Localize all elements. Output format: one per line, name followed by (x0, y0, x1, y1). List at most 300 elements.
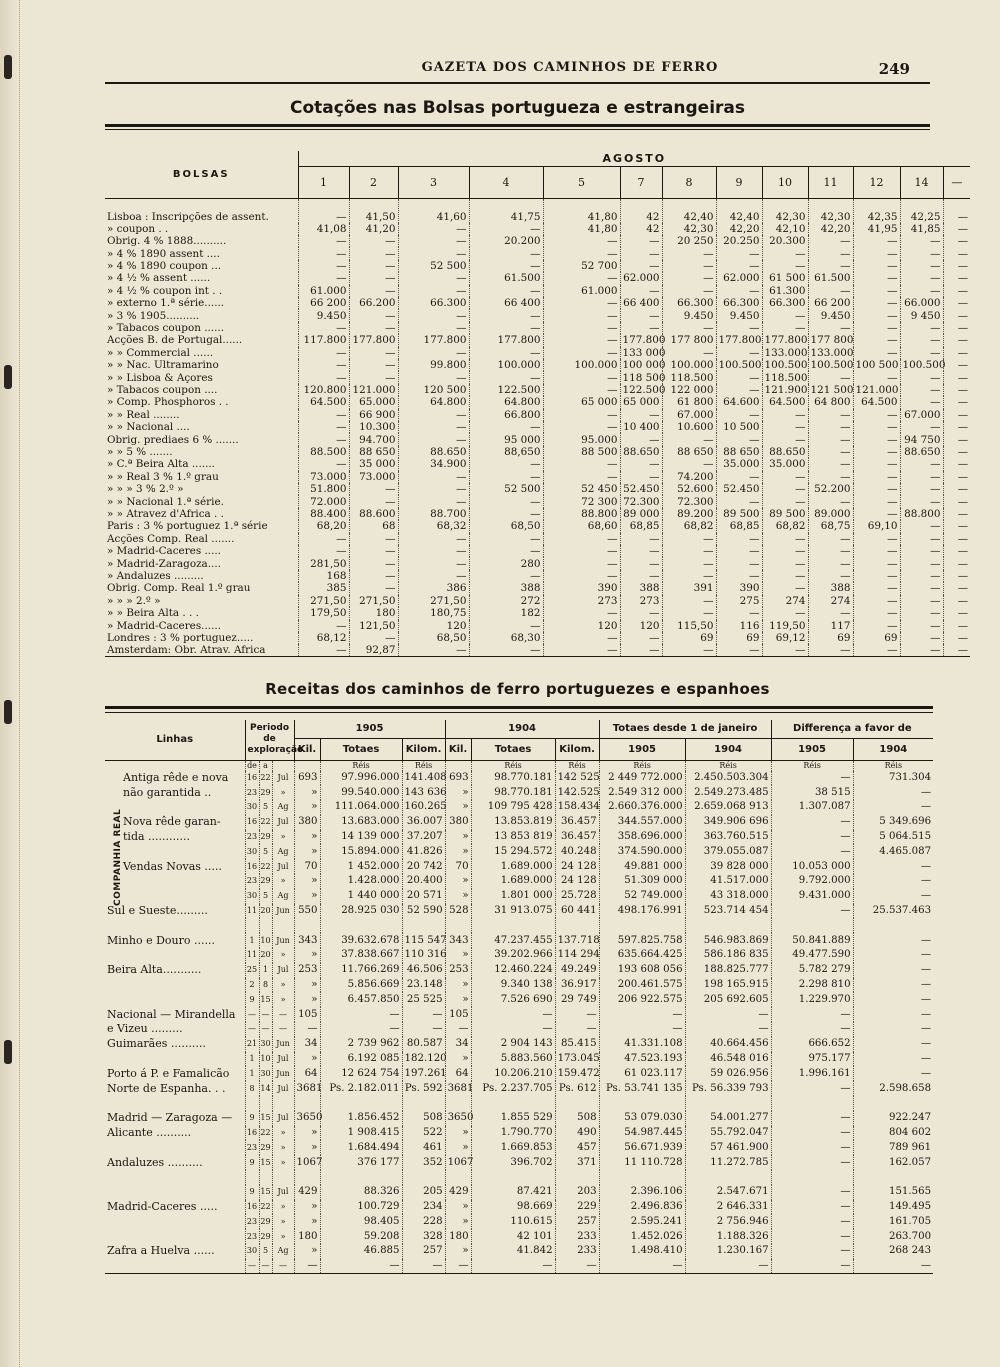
table-row (105, 844, 933, 859)
totaes-1905-cell: 14 139 000 (320, 830, 402, 845)
quote-cell: 9 450 (900, 309, 943, 321)
quote-cell: — (943, 322, 970, 334)
quote-cell: — (716, 557, 762, 569)
totaes-1904-cell: 15 294.572 (471, 844, 555, 859)
table-row (105, 297, 970, 309)
quote-cell: — (398, 371, 469, 383)
period-month: Jun (272, 1037, 294, 1052)
kil-1904-cell: » (445, 992, 471, 1007)
kilom-1904-cell: 36.457 (555, 830, 599, 845)
quote-cell: — (716, 533, 762, 545)
quote-cell: 42,30 (662, 223, 716, 235)
quote-cell: — (620, 322, 662, 334)
totaes-1905-cell: 37.838.667 (320, 948, 402, 963)
day-header: 9 (716, 166, 762, 198)
kil-1904-cell: 64 (445, 1066, 471, 1081)
quote-cell: 65 000 (543, 396, 620, 408)
quote-cell: 120 (398, 620, 469, 632)
kilom-1905-cell: 461 (402, 1140, 445, 1155)
quote-cell: 9.450 (716, 309, 762, 321)
kil-1904-cell (445, 1170, 471, 1185)
table-row (105, 771, 933, 786)
period-month: » (272, 948, 294, 963)
quote-cell: — (398, 223, 469, 235)
diff-1904-cell: — (853, 785, 933, 800)
sum-1904-cell: 11.272.785 (685, 1155, 771, 1170)
kilom-1905-cell (402, 1096, 445, 1111)
quote-cell: — (943, 247, 970, 259)
sum-1905-cell: 2 449 772.000 (599, 771, 685, 786)
totaes-1905-cell: 1.428.000 (320, 874, 402, 889)
diff-1905-cell: — (771, 1185, 853, 1200)
quote-cell: 88.650 (762, 446, 808, 458)
line-name: Sul e Sueste......... (107, 904, 208, 918)
quote-cell: 52.450 (620, 483, 662, 495)
period-month: Ag (272, 844, 294, 859)
table-row (105, 396, 970, 408)
table-row (105, 620, 970, 632)
quote-cell: — (762, 570, 808, 582)
quote-cell: 121.000 (853, 384, 900, 396)
security-label: » » Commercial ...... (107, 346, 214, 359)
sum-1904-cell: 41.517.000 (685, 874, 771, 889)
sum-1905-cell: 2.660.376.000 (599, 800, 685, 815)
quote-cell: — (543, 309, 620, 321)
period-from: 21 (245, 1037, 259, 1052)
quote-cell: — (943, 272, 970, 284)
diff-1904-cell: — (853, 933, 933, 948)
quote-cell: 10.600 (662, 421, 716, 433)
totaes-1905-cell: 59.208 (320, 1229, 402, 1244)
sum-1905-cell: 41.331.108 (599, 1037, 685, 1052)
kil-1904-cell: 253 (445, 963, 471, 978)
totaes-1905-cell: Ps. 2.182.011 (320, 1081, 402, 1096)
diff-1905-cell: — (771, 815, 853, 830)
kilom-1905-cell: 508 (402, 1111, 445, 1126)
quote-cell: — (900, 334, 943, 346)
sum-1904-cell: — (685, 1259, 771, 1274)
quote-cell: — (900, 384, 943, 396)
quote-cell: 42,10 (762, 223, 808, 235)
quote-cell: 274 (808, 595, 853, 607)
quote-cell: — (298, 644, 349, 657)
quote-cell: — (620, 471, 662, 483)
table-row (105, 1185, 933, 1200)
diff-1905-cell (771, 1170, 853, 1185)
quote-cell: 122.500 (469, 384, 543, 396)
period-to: 22 (259, 859, 272, 874)
kilom-1904-cell: 24 128 (555, 874, 599, 889)
quote-cell: 64.600 (716, 396, 762, 408)
period-month: Jul (272, 1111, 294, 1126)
quote-cell: 72.300 (662, 495, 716, 507)
quote-cell: — (808, 409, 853, 421)
kilom-1905-cell: 41.826 (402, 844, 445, 859)
sum-1905-cell: 597.825.758 (599, 933, 685, 948)
quote-cell: — (762, 471, 808, 483)
bolsas-column-header: BOLSAS (105, 151, 298, 198)
totaes-1905-cell: 11.766.269 (320, 963, 402, 978)
quote-cell: 69,10 (853, 520, 900, 532)
quote-cell: — (662, 545, 716, 557)
kil-1904-cell: » (445, 948, 471, 963)
sum-1904-cell: — (685, 1007, 771, 1022)
quote-cell: — (716, 371, 762, 383)
quote-cell: — (900, 520, 943, 532)
security-label: » » Lisboa & Açores (107, 371, 213, 384)
title-rule (105, 124, 930, 127)
kil-1904-cell (445, 1096, 471, 1111)
kilom-1904-cell (555, 918, 599, 933)
line-name (105, 844, 245, 859)
totaes-1904-cell: — (471, 1259, 555, 1274)
quote-cell: 88,650 (469, 446, 543, 458)
quote-cell: 177 800 (808, 334, 853, 346)
quote-cell: 94 750 (900, 433, 943, 445)
quote-cell: 122.500 (620, 384, 662, 396)
kil-1904-cell: 180 (445, 1229, 471, 1244)
quote-cell: 10 500 (716, 421, 762, 433)
quote-cell: — (469, 247, 543, 259)
kil-1904-cell (445, 918, 471, 933)
totaes-1905-cell: 1 452.000 (320, 859, 402, 874)
kil-1905-cell: » (294, 800, 320, 815)
table-row (105, 889, 933, 904)
quote-cell: — (900, 347, 943, 359)
sum-1904-cell: 379.055.087 (685, 844, 771, 859)
table-row (105, 557, 970, 569)
quote-cell: 52 500 (469, 483, 543, 495)
period-to: 1 (259, 963, 272, 978)
quote-cell: — (853, 272, 900, 284)
security-label: » 4 % 1890 assent .... (107, 247, 220, 260)
quote-cell: — (543, 371, 620, 383)
line-name: Minho e Douro ...... (107, 933, 215, 947)
quote-cell: — (762, 260, 808, 272)
quote-cell: — (853, 421, 900, 433)
quote-cell: 64.500 (853, 396, 900, 408)
reis-unit: Réis (555, 760, 599, 771)
companhia-real-label: COMPANHIA REAL (113, 808, 123, 906)
quote-cell: 180 (349, 607, 398, 619)
reis-unit: Réis (599, 760, 685, 771)
quote-cell: — (662, 644, 716, 657)
kil-1905-cell: » (294, 889, 320, 904)
quote-cell: 68 (349, 520, 398, 532)
totaes-1904-cell: 31 913.075 (471, 904, 555, 919)
quote-cell: 177.800 (716, 334, 762, 346)
quote-cell: — (853, 322, 900, 334)
totaes-1905-cell: 97.996.000 (320, 771, 402, 786)
quote-cell: 275 (716, 595, 762, 607)
diff-1904-cell: 789 961 (853, 1140, 933, 1155)
kil-1904-cell: 3650 (445, 1111, 471, 1126)
period-to: 22 (259, 771, 272, 786)
sum-1904-cell: 1.230.167 (685, 1244, 771, 1259)
totaes-1905-cell: 46.885 (320, 1244, 402, 1259)
kilom-header: Kilom. (555, 738, 599, 760)
quote-cell: 89 000 (620, 508, 662, 520)
bolsas-table (105, 151, 970, 657)
quote-cell: 100.000 (543, 359, 620, 371)
period-from: — (245, 1022, 259, 1037)
period-from: 23 (245, 1229, 259, 1244)
table-row (105, 421, 970, 433)
quote-cell: — (762, 495, 808, 507)
security-label: Obrig. Comp. Real 1.º grau (107, 582, 251, 595)
period-from: 1 (245, 1052, 259, 1067)
quote-cell: — (543, 458, 620, 470)
sum-1905-cell (599, 918, 685, 933)
quote-cell: 52 700 (543, 260, 620, 272)
sum-1904-cell: 2.547.671 (685, 1185, 771, 1200)
period-month: » (272, 830, 294, 845)
table-row (105, 800, 933, 815)
kil-1904-cell: » (445, 874, 471, 889)
totaes-1904-cell: 2 904 143 (471, 1037, 555, 1052)
quote-cell: — (762, 557, 808, 569)
table-row (105, 963, 933, 978)
period-from: 16 (245, 1200, 259, 1215)
quote-cell: 66.200 (349, 297, 398, 309)
quote-cell: — (853, 533, 900, 545)
quote-cell: — (900, 371, 943, 383)
kilom-1904-cell: 371 (555, 1155, 599, 1170)
diff-1905-cell: — (771, 1259, 853, 1274)
period-from: 11 (245, 904, 259, 919)
quote-cell: — (349, 285, 398, 297)
year-1905-header: 1905 (294, 720, 445, 738)
kil-1905-cell: » (294, 1214, 320, 1229)
quote-cell: — (349, 533, 398, 545)
sum-1904-cell: 205 692.605 (685, 992, 771, 1007)
quote-cell: 118.500 (662, 371, 716, 383)
totaes-1904-cell: 5.883.560 (471, 1052, 555, 1067)
diff-1905-cell: 1.307.087 (771, 800, 853, 815)
quote-cell: — (469, 285, 543, 297)
quote-cell: — (620, 545, 662, 557)
quote-cell: — (469, 309, 543, 321)
sum-1905-cell: 344.557.000 (599, 815, 685, 830)
totaes-1904-cell: 1.855 529 (471, 1111, 555, 1126)
quote-cell: 118.500 (762, 371, 808, 383)
quote-cell: — (398, 347, 469, 359)
kil-1904-cell: » (445, 978, 471, 993)
quote-cell: 119,50 (762, 620, 808, 632)
quote-cell: — (662, 595, 716, 607)
quote-cell: — (298, 620, 349, 632)
quote-cell: — (662, 347, 716, 359)
quote-cell: — (853, 458, 900, 470)
quote-cell: — (808, 421, 853, 433)
table-row (105, 978, 933, 993)
quote-cell: — (349, 570, 398, 582)
sum-1905-cell: 47.523.193 (599, 1052, 685, 1067)
security-label: » » Atravez d'Africa . . (107, 508, 224, 521)
kil-1904-cell: — (445, 1259, 471, 1274)
kilom-1904-cell: 24 128 (555, 859, 599, 874)
period-to: 5 (259, 844, 272, 859)
a-label: a (259, 760, 272, 771)
diff-1904-cell: — (853, 992, 933, 1007)
quote-cell: — (620, 557, 662, 569)
kilom-1904-cell: Ps. 612 (555, 1081, 599, 1096)
diff-1905-cell: — (771, 1140, 853, 1155)
quote-cell: 64.500 (298, 396, 349, 408)
quote-cell: — (943, 607, 970, 619)
quote-cell: — (943, 458, 970, 470)
de-label: de (245, 760, 259, 771)
quote-cell: — (943, 582, 970, 594)
kilom-1904-cell: 229 (555, 1200, 599, 1215)
receitas-table (105, 720, 933, 1274)
quote-cell: — (716, 433, 762, 445)
period-from (245, 918, 259, 933)
kil-1904-cell: » (445, 1200, 471, 1215)
period-from: 30 (245, 844, 259, 859)
quote-cell: — (808, 545, 853, 557)
quote-cell: — (469, 421, 543, 433)
quote-cell: — (943, 520, 970, 532)
quote-cell: — (762, 421, 808, 433)
diff-1905-header: 1905 (771, 738, 853, 760)
diff-1904-cell: 2.598.658 (853, 1081, 933, 1096)
quote-cell: — (469, 347, 543, 359)
quote-cell: — (349, 483, 398, 495)
quote-cell: — (943, 433, 970, 445)
diff-1904-cell: 804 602 (853, 1126, 933, 1141)
table-row (105, 1229, 933, 1244)
quote-cell: 42,30 (808, 198, 853, 223)
quote-cell: — (716, 644, 762, 657)
period-month: Jul (272, 1081, 294, 1096)
quote-cell: — (853, 371, 900, 383)
torn-left-edge (0, 0, 20, 1367)
quote-cell: — (762, 545, 808, 557)
quote-cell: 390 (716, 582, 762, 594)
security-label: » 3 % 1905.......... (107, 309, 200, 322)
line-name: tida ............ (123, 830, 190, 844)
quote-cell: 120.800 (298, 384, 349, 396)
kilom-1904-cell: 233 (555, 1244, 599, 1259)
totaes-1904-cell: Ps. 2.237.705 (471, 1081, 555, 1096)
quote-cell: 117.800 (298, 334, 349, 346)
period-from: — (245, 1007, 259, 1022)
quote-cell: — (900, 545, 943, 557)
quote-cell: 100.500 (762, 359, 808, 371)
day-header: 12 (853, 166, 900, 198)
quote-cell: 69,12 (762, 632, 808, 644)
line-name: Madrid-Caceres ..... (107, 1200, 218, 1213)
period-from (245, 1170, 259, 1185)
security-label: » Comp. Phosphoros . . (107, 396, 229, 409)
sum-1904-cell: 2.549.273.485 (685, 785, 771, 800)
quote-cell: — (298, 247, 349, 259)
quote-cell: — (298, 235, 349, 247)
quote-cell: — (853, 235, 900, 247)
quote-cell: 66.800 (469, 409, 543, 421)
totaes-1905-cell: 1 908.415 (320, 1126, 402, 1141)
kilom-1904-cell: 142.525 (555, 785, 599, 800)
quote-cell: — (943, 334, 970, 346)
quote-cell: 51.800 (298, 483, 349, 495)
line-name: Porto á P. e Famalicão (107, 1066, 230, 1080)
quote-cell: — (762, 433, 808, 445)
table-row (105, 785, 933, 800)
period-to (259, 1170, 272, 1185)
diff-1904-cell: — (853, 800, 933, 815)
quote-cell: — (620, 533, 662, 545)
period-to (259, 918, 272, 933)
totaes-1905-cell: 6.457.850 (320, 992, 402, 1007)
table-row (105, 260, 970, 272)
diff-1905-cell: — (771, 1155, 853, 1170)
diff-1904-cell: 268 243 (853, 1244, 933, 1259)
page-number: 249 (878, 60, 910, 78)
quote-cell: — (943, 446, 970, 458)
quote-cell: — (853, 595, 900, 607)
kilom-1905-cell: 328 (402, 1229, 445, 1244)
security-label: » 4 % 1890 coupon ... (107, 259, 222, 272)
quote-cell: 88.650 (900, 446, 943, 458)
quote-cell: — (543, 557, 620, 569)
sum-1905-cell: 374.590.000 (599, 844, 685, 859)
quote-cell: — (900, 607, 943, 619)
quote-cell: 64 800 (808, 396, 853, 408)
quote-cell: — (808, 557, 853, 569)
period-to: 30 (259, 1037, 272, 1052)
line-name (105, 992, 245, 1007)
quote-cell: — (716, 471, 762, 483)
day-header: 7 (620, 166, 662, 198)
diff-1905-cell: 38 515 (771, 785, 853, 800)
table-row (105, 371, 970, 383)
quote-cell: — (298, 545, 349, 557)
sum-1904-cell: 586.186 835 (685, 948, 771, 963)
quote-cell: — (469, 508, 543, 520)
sum-1905-cell: 2.396.106 (599, 1185, 685, 1200)
quote-cell: 10.300 (349, 421, 398, 433)
table-row (105, 471, 970, 483)
table-row (105, 830, 933, 845)
totaes-1905-cell: 39.632.678 (320, 933, 402, 948)
security-label: » Madrid-Zaragoza.... (107, 557, 221, 570)
quote-cell: — (943, 384, 970, 396)
kil-1904-cell: » (445, 1244, 471, 1259)
kil-1905-cell: 70 (294, 859, 320, 874)
table-row (105, 359, 970, 371)
sum-1905-cell: 11 110.728 (599, 1155, 685, 1170)
kilom-1905-cell: 52 590 (402, 904, 445, 919)
kil-1905-cell (294, 1096, 320, 1111)
quote-cell: 41,20 (349, 223, 398, 235)
quote-cell: — (900, 272, 943, 284)
quote-cell: 390 (543, 582, 620, 594)
reis-unit: Réis (685, 760, 771, 771)
quote-cell: 35.000 (716, 458, 762, 470)
quote-cell: — (662, 247, 716, 259)
table-row (105, 595, 970, 607)
sum-1905-cell: — (599, 1022, 685, 1037)
section-title-cotacoes: Cotações nas Bolsas portugueza e estrangeiras (289, 98, 745, 118)
totaes-1904-cell: 110.615 (471, 1214, 555, 1229)
kilom-1905-cell: 37.207 (402, 830, 445, 845)
diff-1905-cell: — (771, 1214, 853, 1229)
binding-hole (4, 365, 12, 389)
quote-cell: 41,95 (853, 223, 900, 235)
quote-cell: — (808, 446, 853, 458)
quote-cell: 42,20 (716, 223, 762, 235)
